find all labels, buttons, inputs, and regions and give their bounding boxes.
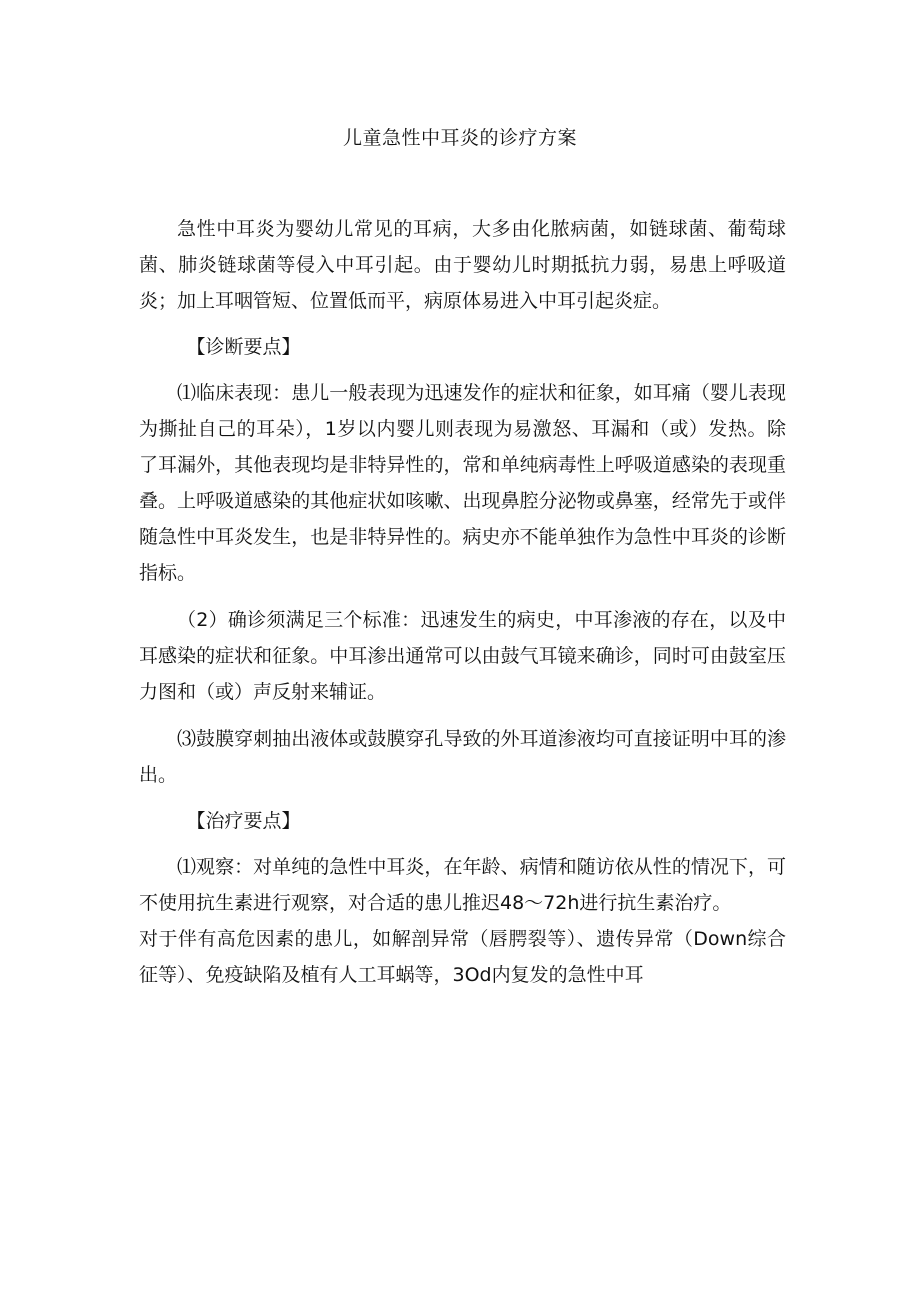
diagnosis-point-2: （2）确诊须满足三个标准：迅速发生的病史，中耳渗液的存在，以及中耳感染的症状和征象。中耳渗出通常可以由鼓气耳镜来确诊，同时可由鼓室压力图和（或）声反射来辅证。 — [139, 609, 786, 703]
treatment-heading: 【治疗要点】 — [186, 810, 301, 832]
intro-paragraph: 急性中耳炎为婴幼儿常见的耳病，大多由化脓病菌，如链球菌、葡萄球菌、肺炎链球菌等侵入中耳引起。由于婴幼儿时期抵抗力弱，易患上呼吸道炎；加上耳咽管短、位置低而平，病原体易进入中耳引起炎症。 — [139, 218, 786, 312]
diagnosis-point-3: ⑶鼓膜穿刺抽出液体或鼓膜穿孔导致的外耳道渗液均可直接证明中耳的渗出。 — [139, 728, 786, 786]
diagnosis-heading: 【诊断要点】 — [186, 336, 301, 358]
document-body — [139, 211, 786, 993]
diagnosis-point-1: ⑴临床表现：患儿一般表现为迅速发作的症状和征象，如耳痛（婴儿表现为撕扯自己的耳朵），1岁以内婴儿则表现为易激怒、耳漏和（或）发热。除了耳漏外，其他表现均是非特异性的，常和单纯病毒性上呼吸道感染的表现重叠。上呼吸道感染的其他症状如咳嗽、出现鼻腔分泌物或鼻塞，经常先于或伴随急性中耳炎发生，也是非特异性的。病史亦不能单独作为急性中耳炎的诊断指标。 — [139, 382, 786, 584]
treatment-point-1: ⑴观察：对单纯的急性中耳炎，在年龄、病情和随访依从性的情况下，可不使用抗生素进行观察，对合适的患儿推迟48～72h进行抗生素治疗。 — [139, 856, 786, 914]
document-title: 儿童急性中耳炎的诊疗方案 — [342, 127, 577, 149]
treatment-point-1-continued: 对于伴有高危因素的患儿，如解剖异常（唇腭裂等）、遗传异常（Down综合征等）、免疫缺陷及植有人工耳蜗等，3Od内复发的急性中耳 — [139, 928, 786, 986]
